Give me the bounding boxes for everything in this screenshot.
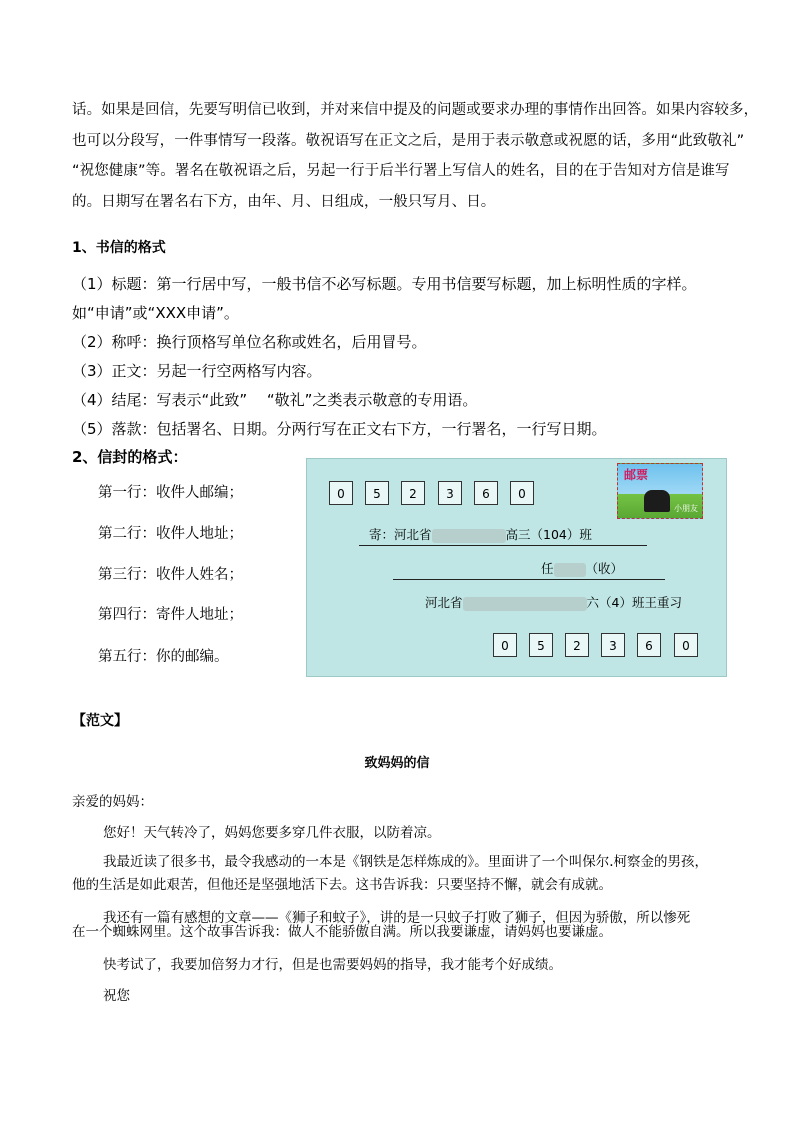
name-prefix: 任 [541, 561, 554, 576]
recipient-zip-digit: 0 [329, 481, 353, 505]
stamp-image [617, 463, 703, 519]
format-item: 如“申请”或“XXX申请”。 [72, 304, 239, 322]
stamp-title: 邮票 [624, 468, 649, 482]
letter-paragraph: 快考试了，我要加倍努力才行，但是也需要妈妈的指导，我才能考个好成绩。 [103, 957, 562, 973]
sender-zip-digit: 6 [637, 633, 661, 657]
letter-paragraph: 我最近读了很多书，最令我感动的一本是《钢铁是怎样炼成的》。里面讲了一个叫保尔.柯察金的男孩， [103, 854, 709, 870]
envelope-line-item: 第一行：收件人邮编； [98, 485, 243, 501]
intro-paragraph [72, 94, 759, 216]
letter-salutation: 亲爱的妈妈： [72, 794, 153, 810]
envelope-line-item: 第四行：寄件人地址； [98, 607, 243, 623]
stamp-subtitle: 小朋友 [674, 504, 698, 513]
format-item: （5）落款：包括署名、日期。分两行写在正文右下方，一行署名，一行写日期。 [72, 420, 607, 438]
sender-address [425, 593, 682, 611]
envelope-illustration [306, 458, 727, 677]
letter-title: 致妈妈的信 [364, 756, 430, 771]
address-suffix: 高三（104）班 [505, 527, 592, 542]
recipient-zip-digit: 2 [401, 481, 425, 505]
envelope-line-item: 第二行：收件人地址； [98, 526, 243, 542]
envelope-line-item: 第五行：你的邮编。 [98, 649, 229, 665]
intro-line: 话。如果是回信，先要写明信已收到，并对来信中提及的问题或要求办理的事情作出回答。如果内容较多， [72, 102, 759, 118]
redacted-block [554, 563, 586, 577]
format-item: （4）结尾：写表示“此致” “敬礼”之类表示敬意的专用语。 [72, 391, 478, 409]
sender-zip-digit: 0 [493, 633, 517, 657]
envelope-line-item: 第三行：收件人姓名； [98, 567, 243, 583]
sample-heading: 【范文】 [72, 713, 128, 729]
letter-paragraph: 他的生活是如此艰苦，但他还是坚强地活下去。这书告诉我：只要坚持不懈，就会有成就。 [72, 877, 612, 893]
recipient-zip-digit: 0 [510, 481, 534, 505]
sender-prefix: 河北省 [425, 595, 463, 610]
section-heading-envelope-format: 2、信封的格式： [72, 448, 188, 466]
recipient-address [369, 525, 592, 543]
intro-line: 的。日期写在署名右下方，由年、月、日组成，一般只写月、日。 [72, 193, 496, 210]
recipient-zip-digit: 6 [474, 481, 498, 505]
sender-zip-digit: 3 [601, 633, 625, 657]
letter-paragraph: 在一个蜘蛛网里。这个故事告诉我：做人不能骄傲自满。所以我要谦虚，请妈妈也要谦虚。 [72, 924, 612, 940]
address-prefix: 寄：河北省 [369, 527, 432, 542]
stamp-figures [644, 490, 670, 512]
redacted-block [463, 597, 587, 611]
letter-paragraph: 您好！天气转冷了，妈妈您要多穿几件衣服，以防着凉。 [103, 825, 441, 841]
format-list [72, 270, 737, 444]
redacted-block [432, 529, 506, 543]
sender-zip-digit: 5 [529, 633, 553, 657]
intro-line: 也可以分段写，一件事情写一段落。敬祝语写在正文之后，是用于表示敬意或祝愿的话，多用“此致敬礼” [72, 132, 745, 149]
recipient-zip-digit: 3 [438, 481, 462, 505]
address-underline [359, 545, 647, 546]
format-item: （1）标题：第一行居中写，一般书信不必写标题。专用书信要写标题，加上标明性质的字样。 [72, 275, 697, 293]
letter-closing: 祝您 [103, 988, 130, 1004]
format-item: （3）正文：另起一行空两格写内容。 [72, 362, 322, 380]
name-underline [393, 579, 665, 580]
recipient-name [541, 559, 623, 577]
intro-line: “祝您健康”等。署名在敬祝语之后，另起一行于后半行署上写信人的姓名，目的在于告知对方信是谁写 [72, 163, 730, 179]
letter-paragraph: 我还有一篇有感想的文章——《狮子和蚊子》，讲的是一只蚊子打败了狮子，但因为骄傲，所以惨死 [103, 910, 691, 926]
format-item: （2）称呼：换行顶格写单位名称或姓名，后用冒号。 [72, 333, 427, 351]
name-suffix: （收） [585, 561, 624, 576]
sender-zip-digit: 0 [674, 633, 698, 657]
sender-zip-digit: 2 [565, 633, 589, 657]
sender-suffix: 六（4）班王重习 [586, 595, 682, 610]
recipient-zip-digit: 5 [365, 481, 389, 505]
section-heading-letter-format: 1、书信的格式 [72, 240, 166, 256]
